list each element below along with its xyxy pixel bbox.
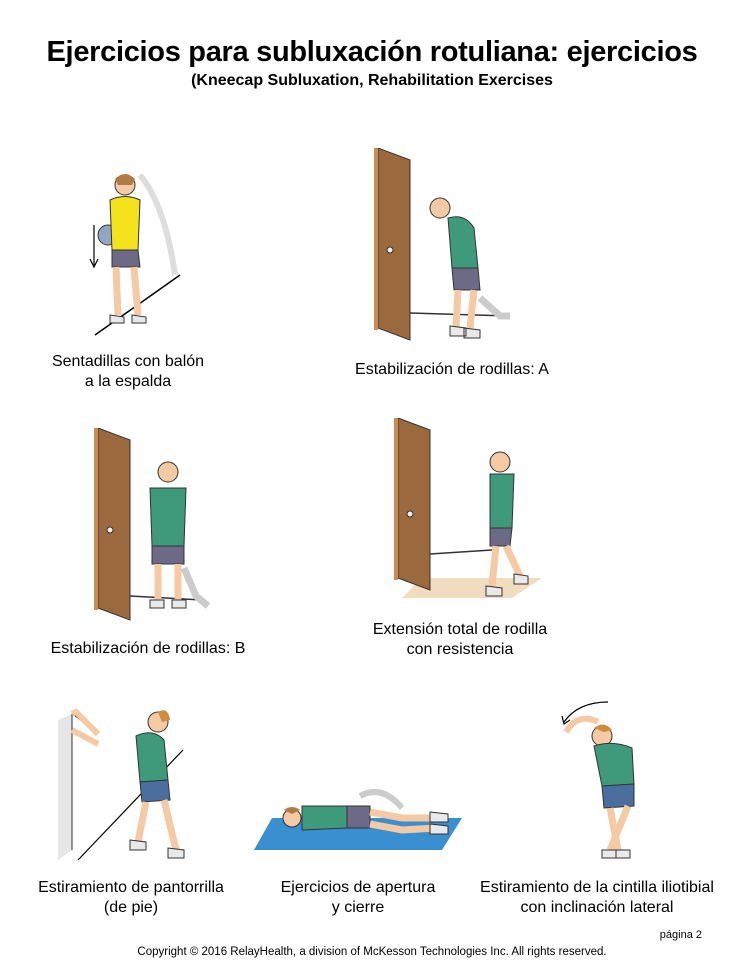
knee-stabilization-a-illustration — [370, 148, 530, 348]
exercise-caption-knee-stabilization-a: Estabilización de rodillas: A — [355, 361, 549, 378]
page-title: Ejercicios para subluxación rotuliana: ejercicios — [46, 36, 698, 68]
calf-stretch-illustration — [58, 700, 188, 865]
exercise-caption-knee-extension: Extensión total de rodilla con resistencia — [372, 621, 548, 658]
exercise-caption-clamshell: Ejercicios de apertura y cierre — [280, 879, 436, 916]
exercise-caption-knee-stabilization-b: Estabilización de rodillas: B — [50, 640, 246, 657]
it-band-stretch-illustration — [558, 700, 648, 865]
clamshell-illustration — [252, 788, 464, 854]
exercise-caption-ball-squat: Sentadillas con balón a la espalda — [51, 353, 205, 390]
exercise-caption-it-band-stretch: Estiramiento de la cintilla iliotibial con inclinación lateral — [480, 879, 714, 916]
ball-squat-illustration — [80, 165, 190, 340]
knee-extension-illustration — [392, 418, 542, 603]
knee-stabilization-b-illustration — [92, 428, 222, 628]
exercise-caption-calf-stretch: Estiramiento de pantorrilla (de pie) — [38, 879, 224, 916]
page-number: página 2 — [659, 929, 702, 941]
copyright-notice: Copyright © 2016 RelayHealth, a division of McKesson Technologies Inc. All rights reserved. — [137, 946, 607, 958]
page-subtitle: (Kneecap Subluxation, Rehabilitation Exercises — [191, 72, 553, 89]
